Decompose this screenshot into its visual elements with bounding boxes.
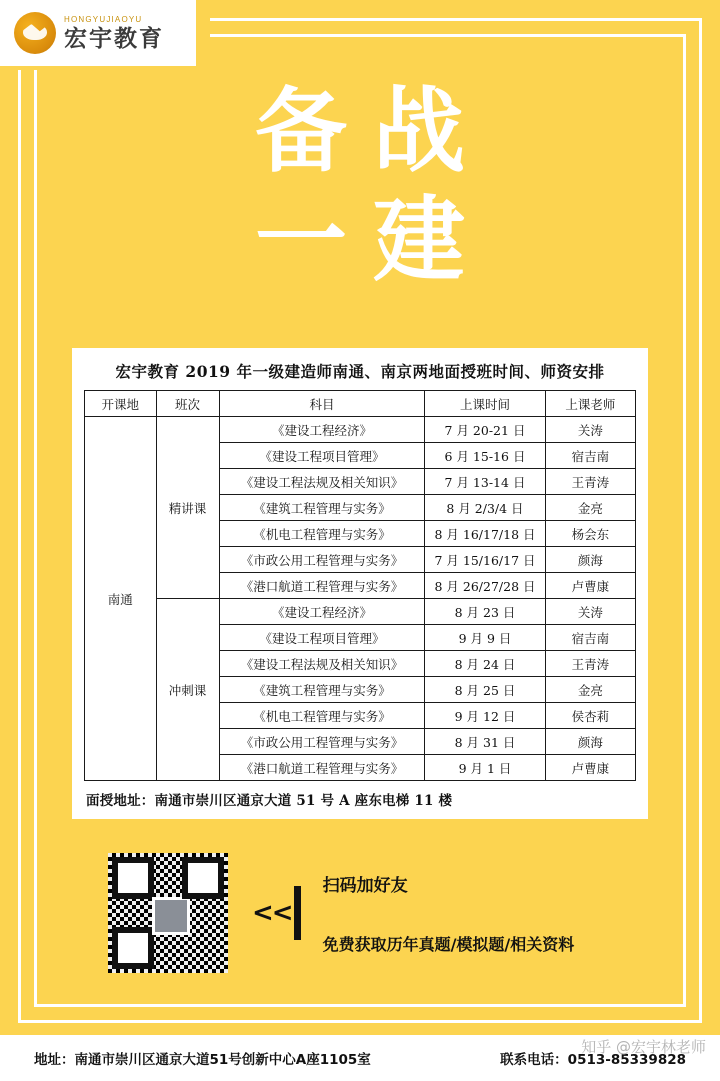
cell-class-jingjiang: 精讲课 — [156, 417, 219, 599]
qr-caption-primary: 扫码加好友 — [322, 876, 408, 896]
cell-teacher: 关涛 — [545, 417, 635, 443]
double-chevron-left-icon — [252, 886, 301, 940]
cell-subject: 《建筑工程管理与实务》 — [219, 677, 425, 703]
cell-subject: 《机电工程管理与实务》 — [219, 521, 425, 547]
schedule-table — [84, 390, 636, 781]
cell-time: 8 月 31 日 — [425, 729, 545, 755]
table-header-row — [85, 391, 636, 417]
chevron-glyphs: << — [252, 898, 292, 928]
qr-captions — [323, 871, 575, 955]
footer-address: 地址：南通市崇川区通京大道51号创新中心A座1105室 — [34, 1052, 371, 1068]
cell-teacher: 金亮 — [545, 677, 635, 703]
cell-time: 6 月 15-16 日 — [425, 443, 545, 469]
qr-section — [72, 838, 648, 988]
qr-finder-bottom-left — [112, 927, 154, 969]
cell-teacher: 王青涛 — [545, 651, 635, 677]
headline-line-1: 备战 — [254, 78, 491, 185]
eagle-logo-icon — [14, 12, 56, 54]
cell-time: 8 月 24 日 — [425, 651, 545, 677]
qr-center-logo — [152, 897, 190, 935]
cell-subject: 《港口航道工程管理与实务》 — [219, 755, 425, 781]
watermark: 知乎 @宏宇林老师 — [581, 1038, 706, 1056]
column-header-subject: 科目 — [219, 391, 425, 417]
cell-subject: 《建设工程项目管理》 — [219, 443, 425, 469]
brand-logo — [0, 0, 196, 66]
schedule-title: 宏宇教育 2019 年一级建造师南通、南京两地面授班时间、师资安排 — [115, 362, 605, 381]
schedule-card — [72, 348, 648, 819]
table-row — [85, 599, 636, 625]
cell-subject: 《机电工程管理与实务》 — [219, 703, 425, 729]
table-row — [85, 417, 636, 443]
cell-time: 8 月 26/27/28 日 — [425, 573, 545, 599]
cell-time: 9 月 9 日 — [425, 625, 545, 651]
cell-teacher: 宿吉南 — [545, 443, 635, 469]
headline-line-2: 一建 — [254, 186, 491, 294]
cell-place: 南通 — [85, 417, 157, 781]
qr-caption-secondary: 免费获取历年真题/模拟题/相关资料 — [322, 935, 575, 954]
cell-subject: 《建设工程法规及相关知识》 — [219, 469, 425, 495]
headline — [0, 78, 720, 295]
cell-teacher: 侯杏莉 — [545, 703, 635, 729]
cell-time: 7 月 13-14 日 — [425, 469, 545, 495]
column-header-class: 班次 — [156, 391, 219, 417]
cell-class-chongci: 冲刺课 — [156, 599, 219, 781]
cell-subject: 《建设工程法规及相关知识》 — [219, 651, 425, 677]
cell-time: 8 月 16/17/18 日 — [425, 521, 545, 547]
column-header-place: 开课地 — [85, 391, 157, 417]
arrow-bar — [294, 886, 301, 940]
cell-subject: 《市政公用工程管理与实务》 — [219, 729, 425, 755]
cell-subject: 《建设工程项目管理》 — [219, 625, 425, 651]
cell-teacher: 颜海 — [545, 729, 635, 755]
cell-teacher: 颜海 — [545, 547, 635, 573]
column-header-time: 上课时间 — [425, 391, 545, 417]
brand-name: 宏宇教育 — [64, 25, 164, 52]
venue-address: 面授地址：南通市崇川区通京大道 51 号 A 座东电梯 11 楼 — [84, 781, 636, 811]
qr-code-icon[interactable] — [108, 853, 228, 973]
cell-teacher: 金亮 — [545, 495, 635, 521]
cell-time: 8 月 2/3/4 日 — [425, 495, 545, 521]
cell-time: 8 月 23 日 — [425, 599, 545, 625]
cell-time: 9 月 1 日 — [425, 755, 545, 781]
cell-subject: 《港口航道工程管理与实务》 — [219, 573, 425, 599]
cell-time: 8 月 25 日 — [425, 677, 545, 703]
cell-subject: 《建设工程经济》 — [219, 417, 425, 443]
cell-teacher: 卢曹康 — [545, 573, 635, 599]
brand-text — [64, 16, 164, 51]
footer-phone: 联系电话：0513-85339828 — [500, 1052, 686, 1068]
cell-time: 7 月 15/16/17 日 — [425, 547, 545, 573]
cell-subject: 《建设工程经济》 — [219, 599, 425, 625]
cell-subject: 《市政公用工程管理与实务》 — [219, 547, 425, 573]
cell-subject: 《建筑工程管理与实务》 — [219, 495, 425, 521]
column-header-teacher: 上课老师 — [545, 391, 635, 417]
cell-teacher: 关涛 — [545, 599, 635, 625]
cell-teacher: 王青涛 — [545, 469, 635, 495]
cell-teacher: 杨会东 — [545, 521, 635, 547]
cell-teacher: 卢曹康 — [545, 755, 635, 781]
cell-teacher: 宿吉南 — [545, 625, 635, 651]
brand-pinyin: HONGYUJIAOYU — [64, 14, 143, 24]
cell-time: 7 月 20-21 日 — [425, 417, 545, 443]
cell-time: 9 月 12 日 — [425, 703, 545, 729]
